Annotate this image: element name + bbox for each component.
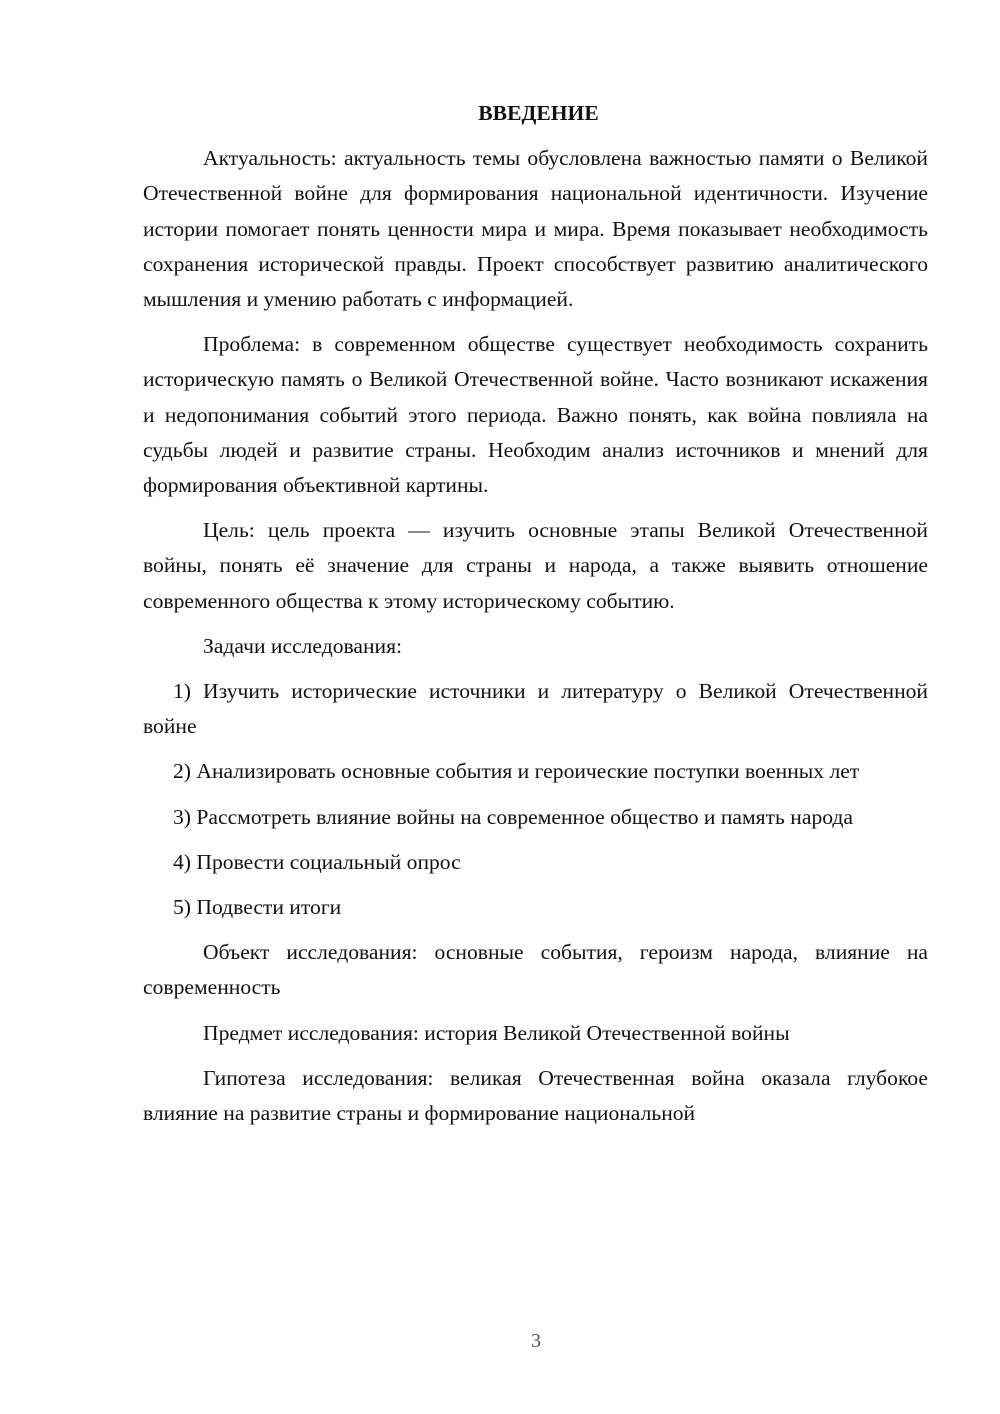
section-heading: ВВЕДЕНИЕ — [478, 101, 599, 125]
tasks-heading: Задачи исследования: — [203, 633, 403, 658]
hypothesis-paragraph: Гипотеза исследования: великая Отечественная война оказала глубокое влияние на развитие страны и формирование национальной — [143, 1065, 928, 1126]
task-item: 5) Подвести итоги — [173, 895, 342, 920]
task-item: 1) Изучить исторические источники и литературу о Великой Отечественной войне — [143, 679, 928, 739]
subject-paragraph: Предмет исследования: история Великой Отечественной войны — [203, 1020, 790, 1045]
tasks-list — [143, 674, 928, 925]
task-item: 3) Рассмотреть влияние войны на современное общество и память народа — [173, 804, 853, 829]
page-number: 3 — [531, 1330, 541, 1352]
task-item: 4) Провести социальный опрос — [173, 849, 461, 874]
object-paragraph: Объект исследования: основные события, героизм народа, влияние на современность — [143, 940, 928, 1000]
task-item: 2) Анализировать основные события и героические поступки военных лет — [173, 759, 860, 784]
problem-paragraph: Проблема: в современном обществе существует необходимость сохранить историческую память о Великой Отечественной войне. Часто возникают искажения и недопонимания событий этого периода. Важно понять, как война повлияла на судьбы людей и развитие страны. Необходим анализ источников и мнений для формирования объективной картины. — [143, 332, 928, 498]
page-content — [143, 96, 928, 1131]
goal-paragraph: Цель: цель проекта — изучить основные этапы Великой Отечественной войны, понять её значение для страны и народа, а также выявить отношение современного общества к этому историческому событию. — [143, 518, 928, 613]
relevance-paragraph: Актуальность: актуальность темы обусловлена важностью памяти о Великой Отечественной войне для формирования национальной идентичности. Изучение истории помогает понять ценности мира и мира. Время показывает необходимость сохранения исторической правды. Проект способствует развитию аналитического мышления и умению работать с информацией. — [143, 146, 928, 312]
